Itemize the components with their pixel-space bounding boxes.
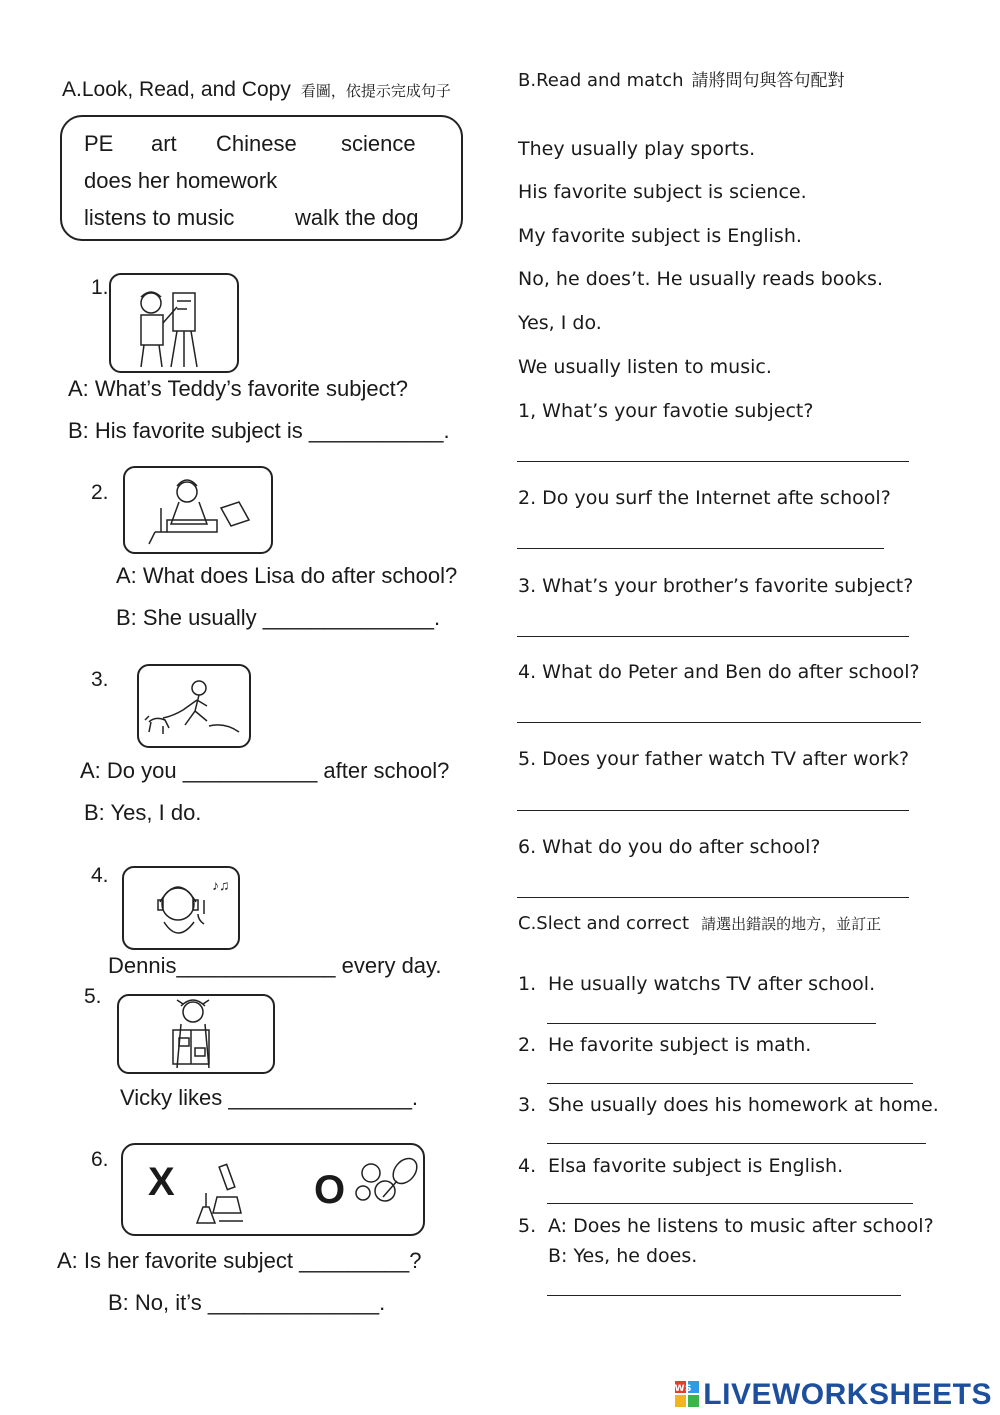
answer-blank[interactable] (517, 722, 921, 723)
correct-item-number: 3. (518, 1094, 537, 1116)
section-c-title: C.Slect and correct 請選出錯誤的地方，並訂正 (518, 913, 882, 934)
word-bank-item: Chinese (216, 131, 297, 156)
answer-blank[interactable] (547, 1295, 901, 1296)
correct-item-text: She usually does his homework at home. (548, 1094, 939, 1116)
answer-option: We usually listen to music. (518, 356, 772, 378)
q6-line-b[interactable]: B: No, it’s ______________. (108, 1290, 386, 1315)
section-b-instruction: 請將問句與答句配對 (691, 71, 845, 91)
section-c-instruction: 請選出錯誤的地方，並訂正 (701, 915, 882, 933)
question-number: 3. (91, 668, 109, 691)
answer-option: They usually play sports. (518, 138, 756, 160)
match-question: 5. Does your father watch TV after work? (518, 748, 910, 770)
correct-item-number: 5. (518, 1215, 537, 1237)
answer-blank[interactable] (547, 1203, 913, 1204)
question-number: 1. (91, 276, 109, 299)
answer-blank[interactable] (517, 636, 909, 637)
correct-item-number: 1. (518, 973, 537, 995)
walk-dog-image (137, 664, 251, 748)
answer-option: His favorite subject is science. (518, 181, 807, 203)
question-number: 5. (84, 985, 102, 1008)
listening-music-image (122, 866, 240, 950)
girl-homework-image (123, 466, 273, 554)
section-a-title: A.Look, Read, and Copy 看圖，依提示完成句子 (62, 78, 451, 101)
answer-option: My favorite subject is English. (518, 225, 802, 247)
q2-line-b[interactable]: B: She usually ______________. (116, 605, 441, 630)
word-bank-item: PE (84, 131, 114, 156)
correct-item-text: A: Does he listens to music after school? (548, 1215, 934, 1237)
answer-blank[interactable] (547, 1083, 913, 1084)
answer-blank[interactable] (547, 1143, 926, 1144)
question-number: 6. (91, 1148, 109, 1171)
correct-item-number: 4. (518, 1155, 537, 1177)
section-a-instruction: 看圖，依提示完成句子 (300, 83, 451, 100)
section-b-title: B.Read and match 請將問句與答句配對 (518, 70, 845, 91)
q5-line-a[interactable]: Vicky likes _______________. (120, 1085, 419, 1110)
answer-blank[interactable] (517, 810, 909, 811)
correct-item-text: He favorite subject is math. (548, 1034, 812, 1056)
correct-item-text: B: Yes, he does. (548, 1245, 698, 1267)
q2-line-a: A: What does Lisa do after school? (116, 563, 458, 588)
match-question: 1, What’s your favotie subject? (518, 400, 814, 422)
q1-line-b[interactable]: B: His favorite subject is ___________. (68, 418, 450, 443)
liveworksheets-logo-icon (669, 1381, 699, 1407)
question-number: 2. (91, 481, 109, 504)
answer-blank[interactable] (517, 897, 909, 898)
match-question: 4. What do Peter and Ben do after school? (518, 661, 920, 683)
liveworksheets-logo: LWS LIVEWORKSHEETS (669, 1378, 992, 1411)
word-bank-item: listens to music (84, 205, 235, 230)
correct-item-number: 2. (518, 1034, 537, 1056)
match-question: 6. What do you do after school? (518, 836, 821, 858)
svg-text:LWS: LWS (669, 1384, 693, 1394)
q3-line-b: B: Yes, I do. (84, 800, 202, 825)
answer-blank[interactable] (517, 548, 884, 549)
painting-boy-image (109, 273, 239, 373)
question-number: 4. (91, 864, 109, 887)
word-bank-item: walk the dog (295, 205, 419, 230)
match-question: 3. What’s your brother’s favorite subject? (518, 575, 914, 597)
q3-line-a[interactable]: A: Do you ___________ after school? (80, 758, 450, 783)
x-mark: X (148, 1160, 175, 1204)
q6-line-a[interactable]: A: Is her favorite subject _________? (57, 1248, 422, 1273)
q1-line-a: A: What’s Teddy’s favorite subject? (68, 376, 408, 401)
svg-text:♪♫: ♪♫ (212, 877, 230, 893)
correct-item-text: He usually watchs TV after school. (548, 973, 876, 995)
word-bank-item: art (151, 131, 177, 156)
answer-blank[interactable] (547, 1023, 876, 1024)
word-bank-item: science (341, 131, 416, 156)
answer-blank[interactable] (517, 461, 909, 462)
answer-option: Yes, I do. (518, 312, 602, 334)
word-bank-item: does her homework (84, 168, 278, 193)
correct-item-text: Elsa favorite subject is English. (548, 1155, 844, 1177)
q4-line-a[interactable]: Dennis_____________ every day. (108, 953, 442, 978)
reading-girl-image (117, 994, 275, 1074)
answer-option: No, he does’t. He usually reads books. (518, 268, 883, 290)
o-mark: O (314, 1168, 346, 1212)
match-question: 2. Do you surf the Internet afte school? (518, 487, 891, 509)
